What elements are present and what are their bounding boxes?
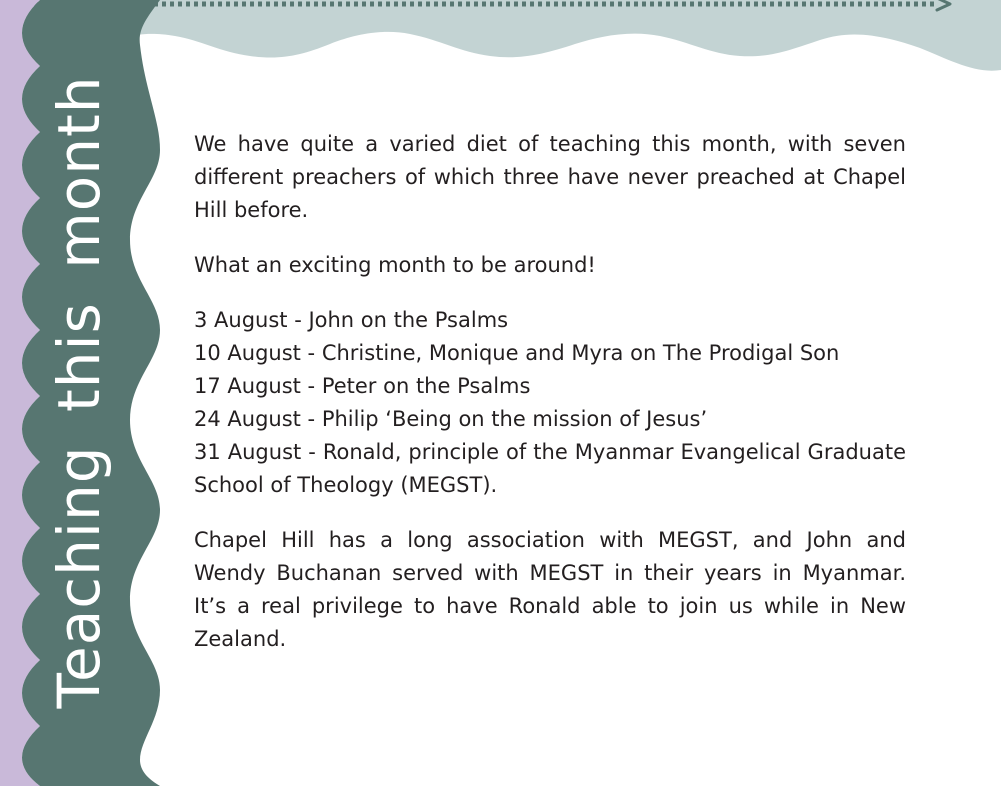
exclaim-paragraph: What an exciting month to be around! xyxy=(194,253,596,277)
schedule-item: 24 August - Philip ‘Being on the mission of Jesus’ xyxy=(194,407,708,431)
schedule-item: 31 August - Ronald, principle of the Myanmar Evangelical Graduate School of Theology (MEGST). xyxy=(194,440,906,497)
intro-paragraph: We have quite a varied diet of teaching this month, with seven different preachers of which three have never preached at Chapel Hill before. xyxy=(194,132,906,222)
article-body xyxy=(194,128,906,678)
teaching-schedule xyxy=(194,304,906,502)
schedule-item: 17 August - Peter on the Psalms xyxy=(194,374,531,398)
top-wave-band xyxy=(120,0,1001,71)
closing-paragraph: Chapel Hill has a long association with MEGST, and John and Wendy Buchanan served with MEGST in their years in Myanmar. It’s a real privilege to have Ronald able to join us while in New Zealand. xyxy=(194,528,906,651)
schedule-item: 3 August - John on the Psalms xyxy=(194,308,509,332)
schedule-item: 10 August - Christine, Monique and Myra on The Prodigal Son xyxy=(194,341,840,365)
sidebar-title: Teaching this month xyxy=(45,75,113,709)
